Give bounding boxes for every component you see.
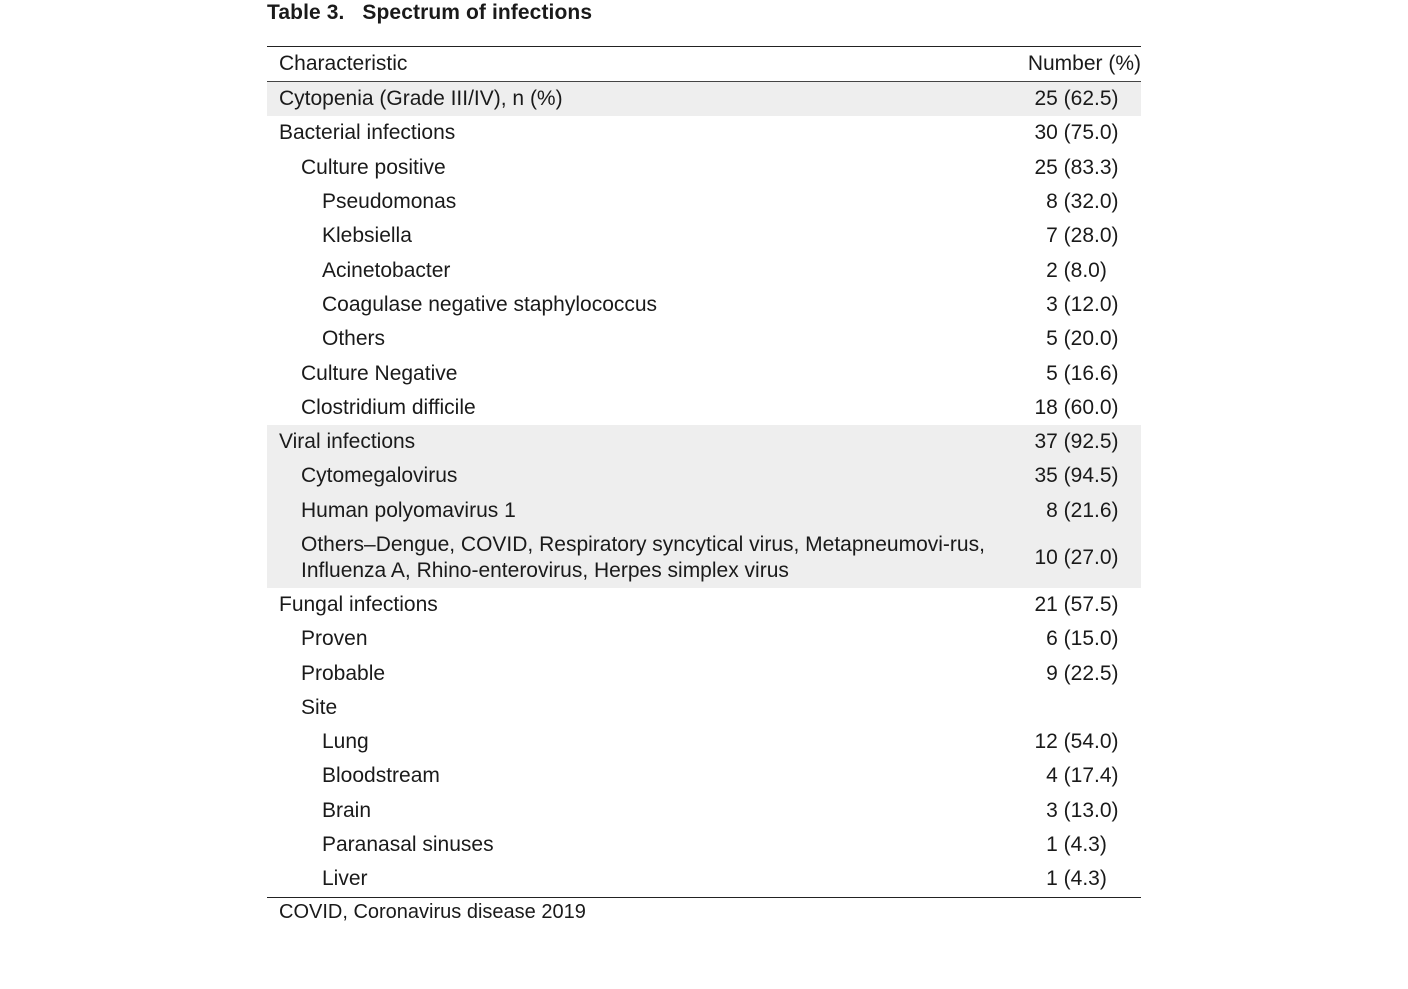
row-value: [1016, 288, 1141, 322]
table-row: [267, 185, 1141, 219]
row-percent: (13.0): [1063, 798, 1119, 822]
row-percent: (15.0): [1063, 627, 1119, 651]
row-count: 10: [1034, 545, 1058, 569]
row-label: Fungal infections: [279, 593, 438, 616]
row-value: [1016, 356, 1141, 390]
row-value: [1016, 459, 1141, 493]
table-row: [267, 356, 1141, 390]
row-count: 18: [1034, 395, 1058, 419]
table-row: [267, 219, 1141, 253]
row-label: Probable: [301, 661, 386, 685]
table-row: [267, 528, 1141, 588]
row-value: [1016, 862, 1141, 897]
row-label: Paranasal sinuses: [322, 833, 494, 857]
row-count: 2: [1046, 258, 1058, 282]
table-footnote: COVID, Coronavirus disease 2019: [279, 901, 586, 923]
row-count: 5: [1046, 327, 1058, 351]
row-value: [1016, 494, 1141, 528]
header-characteristic: Characteristic: [279, 52, 408, 75]
table-row: [267, 759, 1141, 793]
row-percent: (62.5): [1063, 87, 1119, 111]
row-count: 8: [1046, 498, 1058, 522]
table-row: [267, 828, 1141, 862]
table-row: [267, 253, 1141, 287]
row-count: 1: [1046, 833, 1058, 857]
row-percent: (12.0): [1063, 292, 1119, 316]
row-percent: (16.6): [1063, 361, 1119, 385]
row-percent: (57.5): [1063, 593, 1119, 616]
header-number: Number (%): [1027, 52, 1141, 75]
row-value: [1016, 219, 1141, 253]
row-label: Others: [322, 327, 386, 351]
row-percent: (8.0): [1063, 258, 1107, 282]
table-row: [267, 725, 1141, 759]
row-count: 21: [1034, 593, 1058, 616]
table-row: [267, 425, 1141, 459]
row-label: Brain: [322, 798, 372, 822]
row-value: [1016, 253, 1141, 287]
row-count: 25: [1034, 87, 1058, 111]
infections-table-container: [267, 46, 1141, 898]
row-count: 7: [1046, 224, 1058, 248]
infections-table: [267, 46, 1141, 898]
row-label: Cytomegalovirus: [267, 459, 1016, 493]
table-row: [267, 656, 1141, 690]
table-row: [267, 459, 1141, 493]
row-percent: (60.0): [1063, 395, 1119, 419]
row-label: Others–Dengue, COVID, Respiratory syncytical virus, Metapneumovi-rus, Influenza A, Rhino-enterovirus, Herpes simplex virus: [267, 528, 1016, 588]
header-row: [267, 47, 1141, 82]
row-percent: (54.0): [1063, 730, 1119, 754]
table-body: [267, 82, 1141, 898]
row-value: [1016, 794, 1141, 828]
row-count: 3: [1046, 292, 1058, 316]
row-value: [1016, 725, 1141, 759]
row-label: Culture Negative: [301, 361, 458, 385]
row-label: Human polyomavirus 1: [267, 494, 1016, 528]
table-row: [267, 116, 1141, 150]
row-percent: (92.5): [1063, 430, 1119, 454]
row-value: [1016, 116, 1141, 150]
row-value: [1016, 622, 1141, 656]
row-percent: (27.0): [1063, 545, 1119, 569]
row-value: [1016, 656, 1141, 690]
row-value: [1016, 151, 1141, 185]
row-percent: (4.3): [1063, 867, 1107, 891]
row-label: Viral infections: [267, 425, 1016, 459]
row-count: 30: [1034, 121, 1058, 145]
row-percent: (21.6): [1063, 498, 1119, 522]
row-percent: (75.0): [1063, 121, 1119, 145]
row-value: [1016, 691, 1141, 725]
row-count: 25: [1034, 155, 1058, 179]
table-row: [267, 691, 1141, 725]
table-row: [267, 391, 1141, 425]
row-count: 4: [1046, 764, 1058, 788]
row-value: [1016, 759, 1141, 793]
row-value: [1016, 322, 1141, 356]
row-percent: (22.5): [1063, 661, 1119, 685]
table-row: [267, 862, 1141, 897]
row-label: Culture positive: [301, 155, 446, 179]
table-row: [267, 588, 1141, 622]
row-label: Acinetobacter: [322, 258, 451, 282]
row-label: Proven: [301, 627, 368, 651]
row-count: 3: [1046, 798, 1058, 822]
table-header: [267, 47, 1141, 82]
row-label: Clostridium difficile: [301, 395, 476, 419]
row-value: [1016, 391, 1141, 425]
row-value: [1016, 82, 1141, 117]
row-count: 5: [1046, 361, 1058, 385]
row-label: Lung: [322, 730, 369, 754]
row-label: Liver: [322, 867, 368, 891]
table-row: [267, 151, 1141, 185]
row-count: 9: [1046, 661, 1058, 685]
table-row: [267, 494, 1141, 528]
row-label: Bacterial infections: [279, 121, 456, 145]
row-value: [1016, 828, 1141, 862]
row-label: Cytopenia (Grade III/IV), n (%): [267, 82, 1016, 117]
row-count: 6: [1046, 627, 1058, 651]
row-label: Coagulase negative staphylococcus: [322, 292, 658, 316]
table-title: Spectrum of infections: [362, 1, 593, 24]
table-number: Table 3.: [267, 1, 345, 24]
table-row: [267, 794, 1141, 828]
table-row: [267, 622, 1141, 656]
table-caption: [267, 1, 592, 25]
row-percent: (17.4): [1063, 764, 1119, 788]
row-value: [1016, 528, 1141, 588]
row-count: 1: [1046, 867, 1058, 891]
table-row: [267, 82, 1141, 117]
row-count: 8: [1046, 190, 1058, 214]
row-label: Pseudomonas: [322, 190, 457, 214]
row-value: [1016, 588, 1141, 622]
row-percent: (28.0): [1063, 224, 1119, 248]
row-percent: (20.0): [1063, 327, 1119, 351]
row-percent: (4.3): [1063, 833, 1107, 857]
row-value: [1016, 185, 1141, 219]
row-percent: (83.3): [1063, 155, 1119, 179]
row-count: 37: [1034, 430, 1058, 454]
row-label: Bloodstream: [322, 764, 440, 788]
row-value: [1016, 425, 1141, 459]
table-row: [267, 288, 1141, 322]
row-percent: (32.0): [1063, 190, 1119, 214]
row-count: 12: [1034, 730, 1058, 754]
row-percent: (94.5): [1063, 464, 1119, 488]
row-count: 35: [1034, 464, 1058, 488]
row-label: Site: [301, 695, 338, 719]
table-row: [267, 322, 1141, 356]
row-label: Klebsiella: [322, 224, 412, 248]
